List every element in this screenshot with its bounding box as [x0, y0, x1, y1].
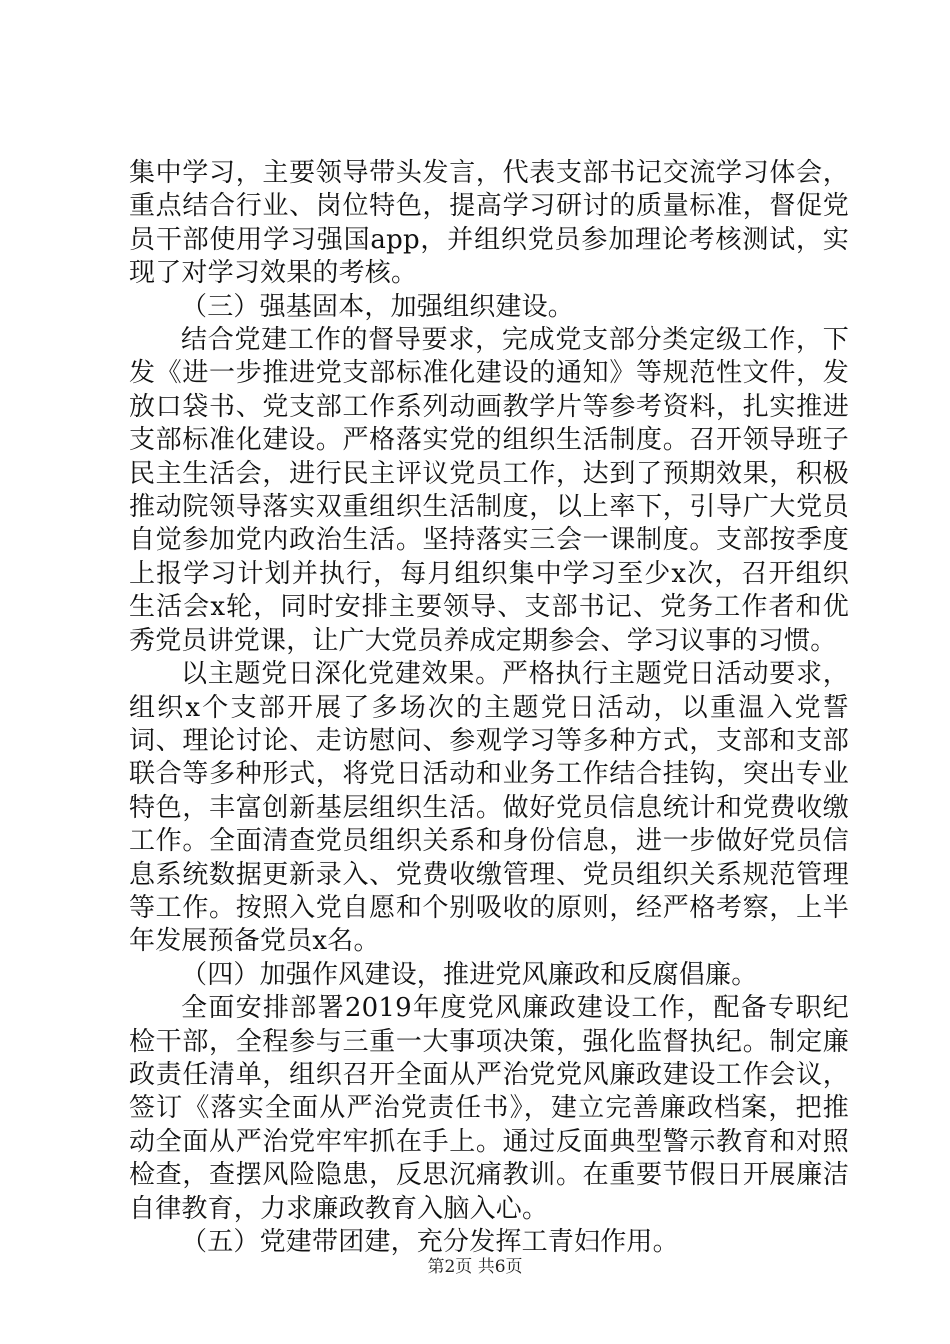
document-body [129, 157, 849, 1259]
paragraph-4: 全面安排部署2019年度党风廉政建设工作，配备专职纪检干部，全程参与三重一大事项决策，强化监督执纪。制定廉政责任清单，组织召开全面从严治党党风廉政建设工作会议，签订《落实全面从严治党责任书》，建立完善廉政档案，把推动全面从严治党牢牢抓在手上。通过反面典型警示教育和对照检查，查摆风险隐患，反思沉痛教训。在重要节假日开展廉洁自律教育，力求廉政教育入脑入心。 [129, 993, 849, 1224]
section-heading-3: （三）强基固本，加强组织建设。 [181, 291, 575, 322]
section-heading-4: （四）加强作风建设，推进党风廉政和反腐倡廉。 [181, 959, 758, 990]
paragraph-3: 以主题党日深化党建效果。严格执行主题党日活动要求，组织x个支部开展了多场次的主题党日活动，以重温入党誓词、理论讨论、走访慰问、参观学习等多种方式，支部和支部联合等多种形式，将党日活动和业务工作结合挂钩，突出专业特色，丰富创新基层组织生活。做好党员信息统计和党费收缴工作。全面清查党员组织关系和身份信息，进一步做好党员信息系统数据更新录入、党费收缴管理、党员组织关系规范管理等工作。按照入党自愿和个别吸收的原则，经严格考察，上半年发展预备党员x名。 [129, 659, 849, 957]
paragraph-1: 集中学习，主要领导带头发言，代表支部书记交流学习体会，重点结合行业、岗位特色，提高学习研讨的质量标准，督促党员干部使用学习强国app，并组织党员参加理论考核测试，实现了对学习效果的考核。 [129, 158, 849, 289]
page-number-footer: 第2页 共6页 [427, 1257, 523, 1277]
section-heading-5: （五）党建带团建，充分发挥工青妇作用。 [181, 1227, 679, 1257]
paragraph-2: 结合党建工作的督导要求，完成党支部分类定级工作，下发《进一步推进党支部标准化建设的通知》等规范性文件，发放口袋书、党支部工作系列动画教学片等参考资料，扎实推进支部标准化建设。严格落实党的组织生活制度。召开领导班子民主生活会，进行民主评议党员工作，达到了预期效果，积极推动院领导落实双重组织生活制度，以上率下，引导广大党员自觉参加党内政治生活。坚持落实三会一课制度。支部按季度上报学习计划并执行，每月组织集中学习至少x次，召开组织生活会x轮，同时安排主要领导、支部书记、党务工作者和优秀党员讲党课，让广大党员养成定期参会、学习议事的习惯。 [129, 325, 849, 656]
